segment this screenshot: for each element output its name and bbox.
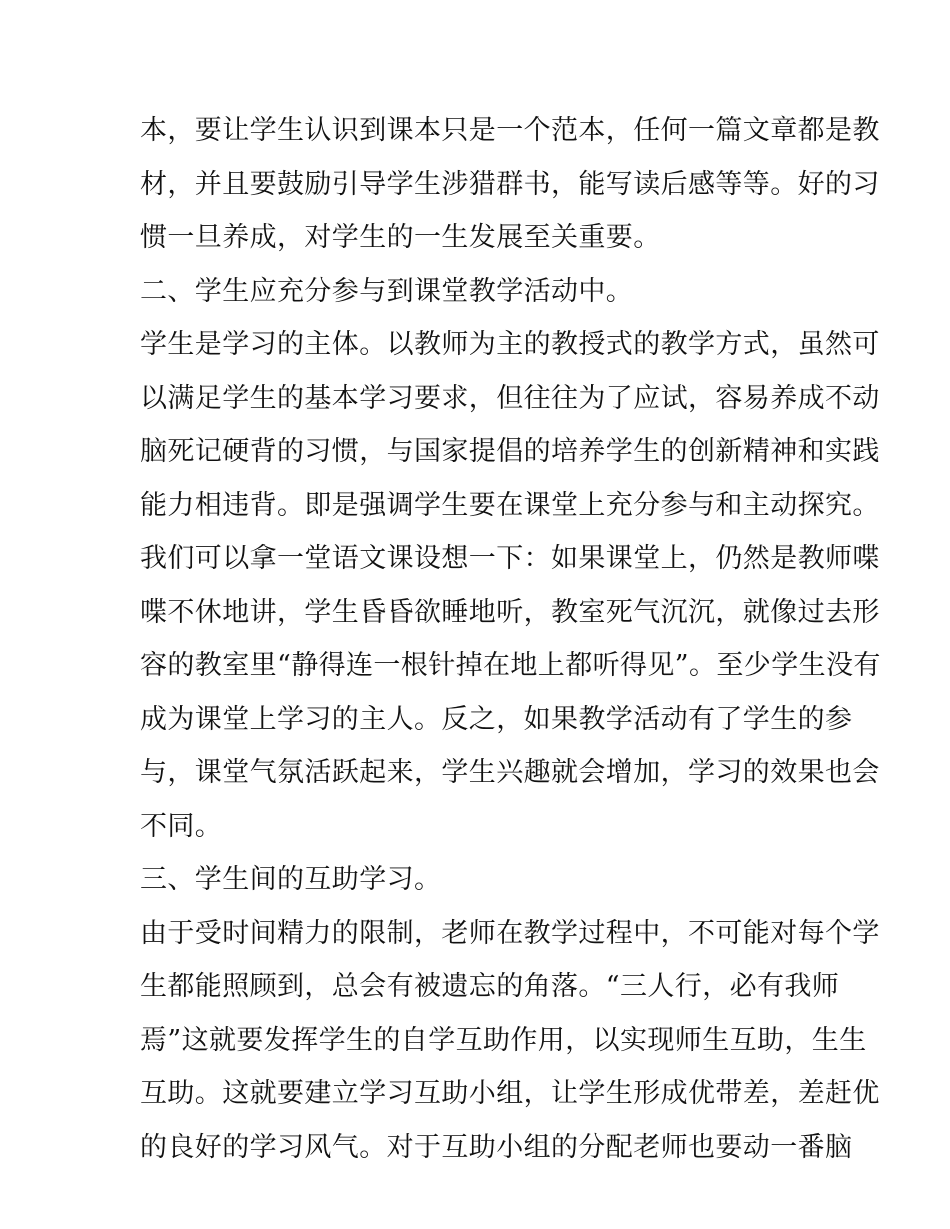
text-line: 容的教室里“静得连一根针掉在地上都听得见”。至少学生没有: [140, 650, 881, 681]
text-line: 成为课堂上学习的主人。反之，如果教学活动有了学生的参: [140, 703, 853, 735]
text-line: 互助。这就要建立学习互助小组，让学生形成优带差，差赶优: [140, 1078, 880, 1109]
text-line: 能力相违背。即是强调学生要在课堂上充分参与和主动探究。: [140, 489, 880, 521]
text-line: 脑死记硬背的习惯，与国家提倡的培养学生的创新精神和实践: [140, 436, 880, 467]
text-line: 由于受时间精力的限制，老师在教学过程中，不可能对每个学: [140, 917, 880, 949]
text-line: 焉”这就要发挥学生的自学互助作用，以实现师生互助，生生: [140, 1024, 867, 1056]
text-line: 以满足学生的基本学习要求，但往往为了应试，容易养成不动: [140, 382, 880, 414]
text-line: 喋不休地讲，学生昏昏欲睡地听，教室死气沉沉，就像过去形: [140, 596, 880, 628]
body-text: [140, 104, 881, 1174]
text-line: 不同。: [140, 810, 223, 842]
section-heading-2: 二、学生应充分参与到课堂教学活动中。: [140, 275, 634, 307]
text-line: 学生是学习的主体。以教师为主的教授式的教学方式，虽然可: [140, 329, 880, 360]
text-line: 生都能照顾到，总会有被遗忘的角落。“三人行，必有我师: [140, 971, 840, 1002]
text-line: 本，要让学生认识到课本只是一个范本，任何一篇文章都是教: [140, 115, 880, 146]
text-line: 惯一旦养成，对学生的一生发展至关重要。: [140, 222, 661, 253]
text-line: 的良好的学习风气。对于互助小组的分配老师也要动一番脑: [140, 1131, 853, 1163]
text-line: 材，并且要鼓励引导学生涉猎群书，能写读后感等等。好的习: [140, 168, 880, 200]
section-heading-3: 三、学生间的互助学习。: [140, 864, 442, 895]
text-line: 我们可以拿一堂语文课设想一下：如果课堂上，仍然是教师喋: [140, 543, 880, 574]
text-line: 与，课堂气氛活跃起来，学生兴趣就会增加，学习的效果也会: [140, 757, 880, 788]
